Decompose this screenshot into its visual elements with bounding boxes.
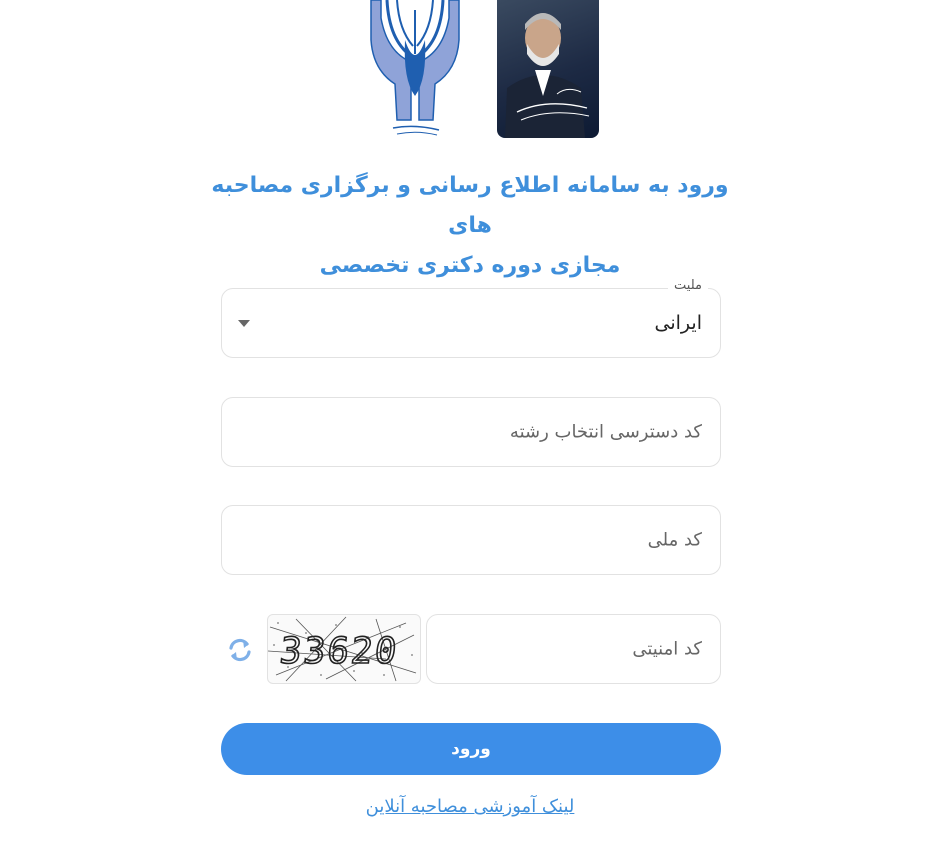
tutorial-link[interactable]: لینک آموزشی مصاحبه آنلاین [365,796,575,817]
portrait-photo [497,0,599,138]
captcha-image [267,614,421,684]
captcha-text: 33620 [277,630,401,672]
security-code-field[interactable] [426,614,721,684]
access-code-placeholder: کد دسترسی انتخاب رشته [509,421,702,443]
university-logo [367,0,463,140]
title-line-1: ورود به سامانه اطلاع رسانی و برگزاری مصاحبه های [211,173,729,238]
caret-down-icon[interactable] [238,320,250,327]
nationality-select[interactable] [221,278,721,358]
title-line-2: مجازی دوره دکتری تخصصی [319,253,621,278]
page-title [200,166,740,286]
nationality-value: ایرانی [654,312,702,334]
login-button[interactable]: ورود [221,723,721,775]
security-code-placeholder: کد امنیتی [632,638,702,660]
refresh-captcha-icon[interactable] [226,636,254,664]
nationality-label: ملیت [668,278,708,293]
national-id-field[interactable] [221,505,721,575]
national-id-placeholder: کد ملی [647,529,702,551]
access-code-field[interactable] [221,397,721,467]
